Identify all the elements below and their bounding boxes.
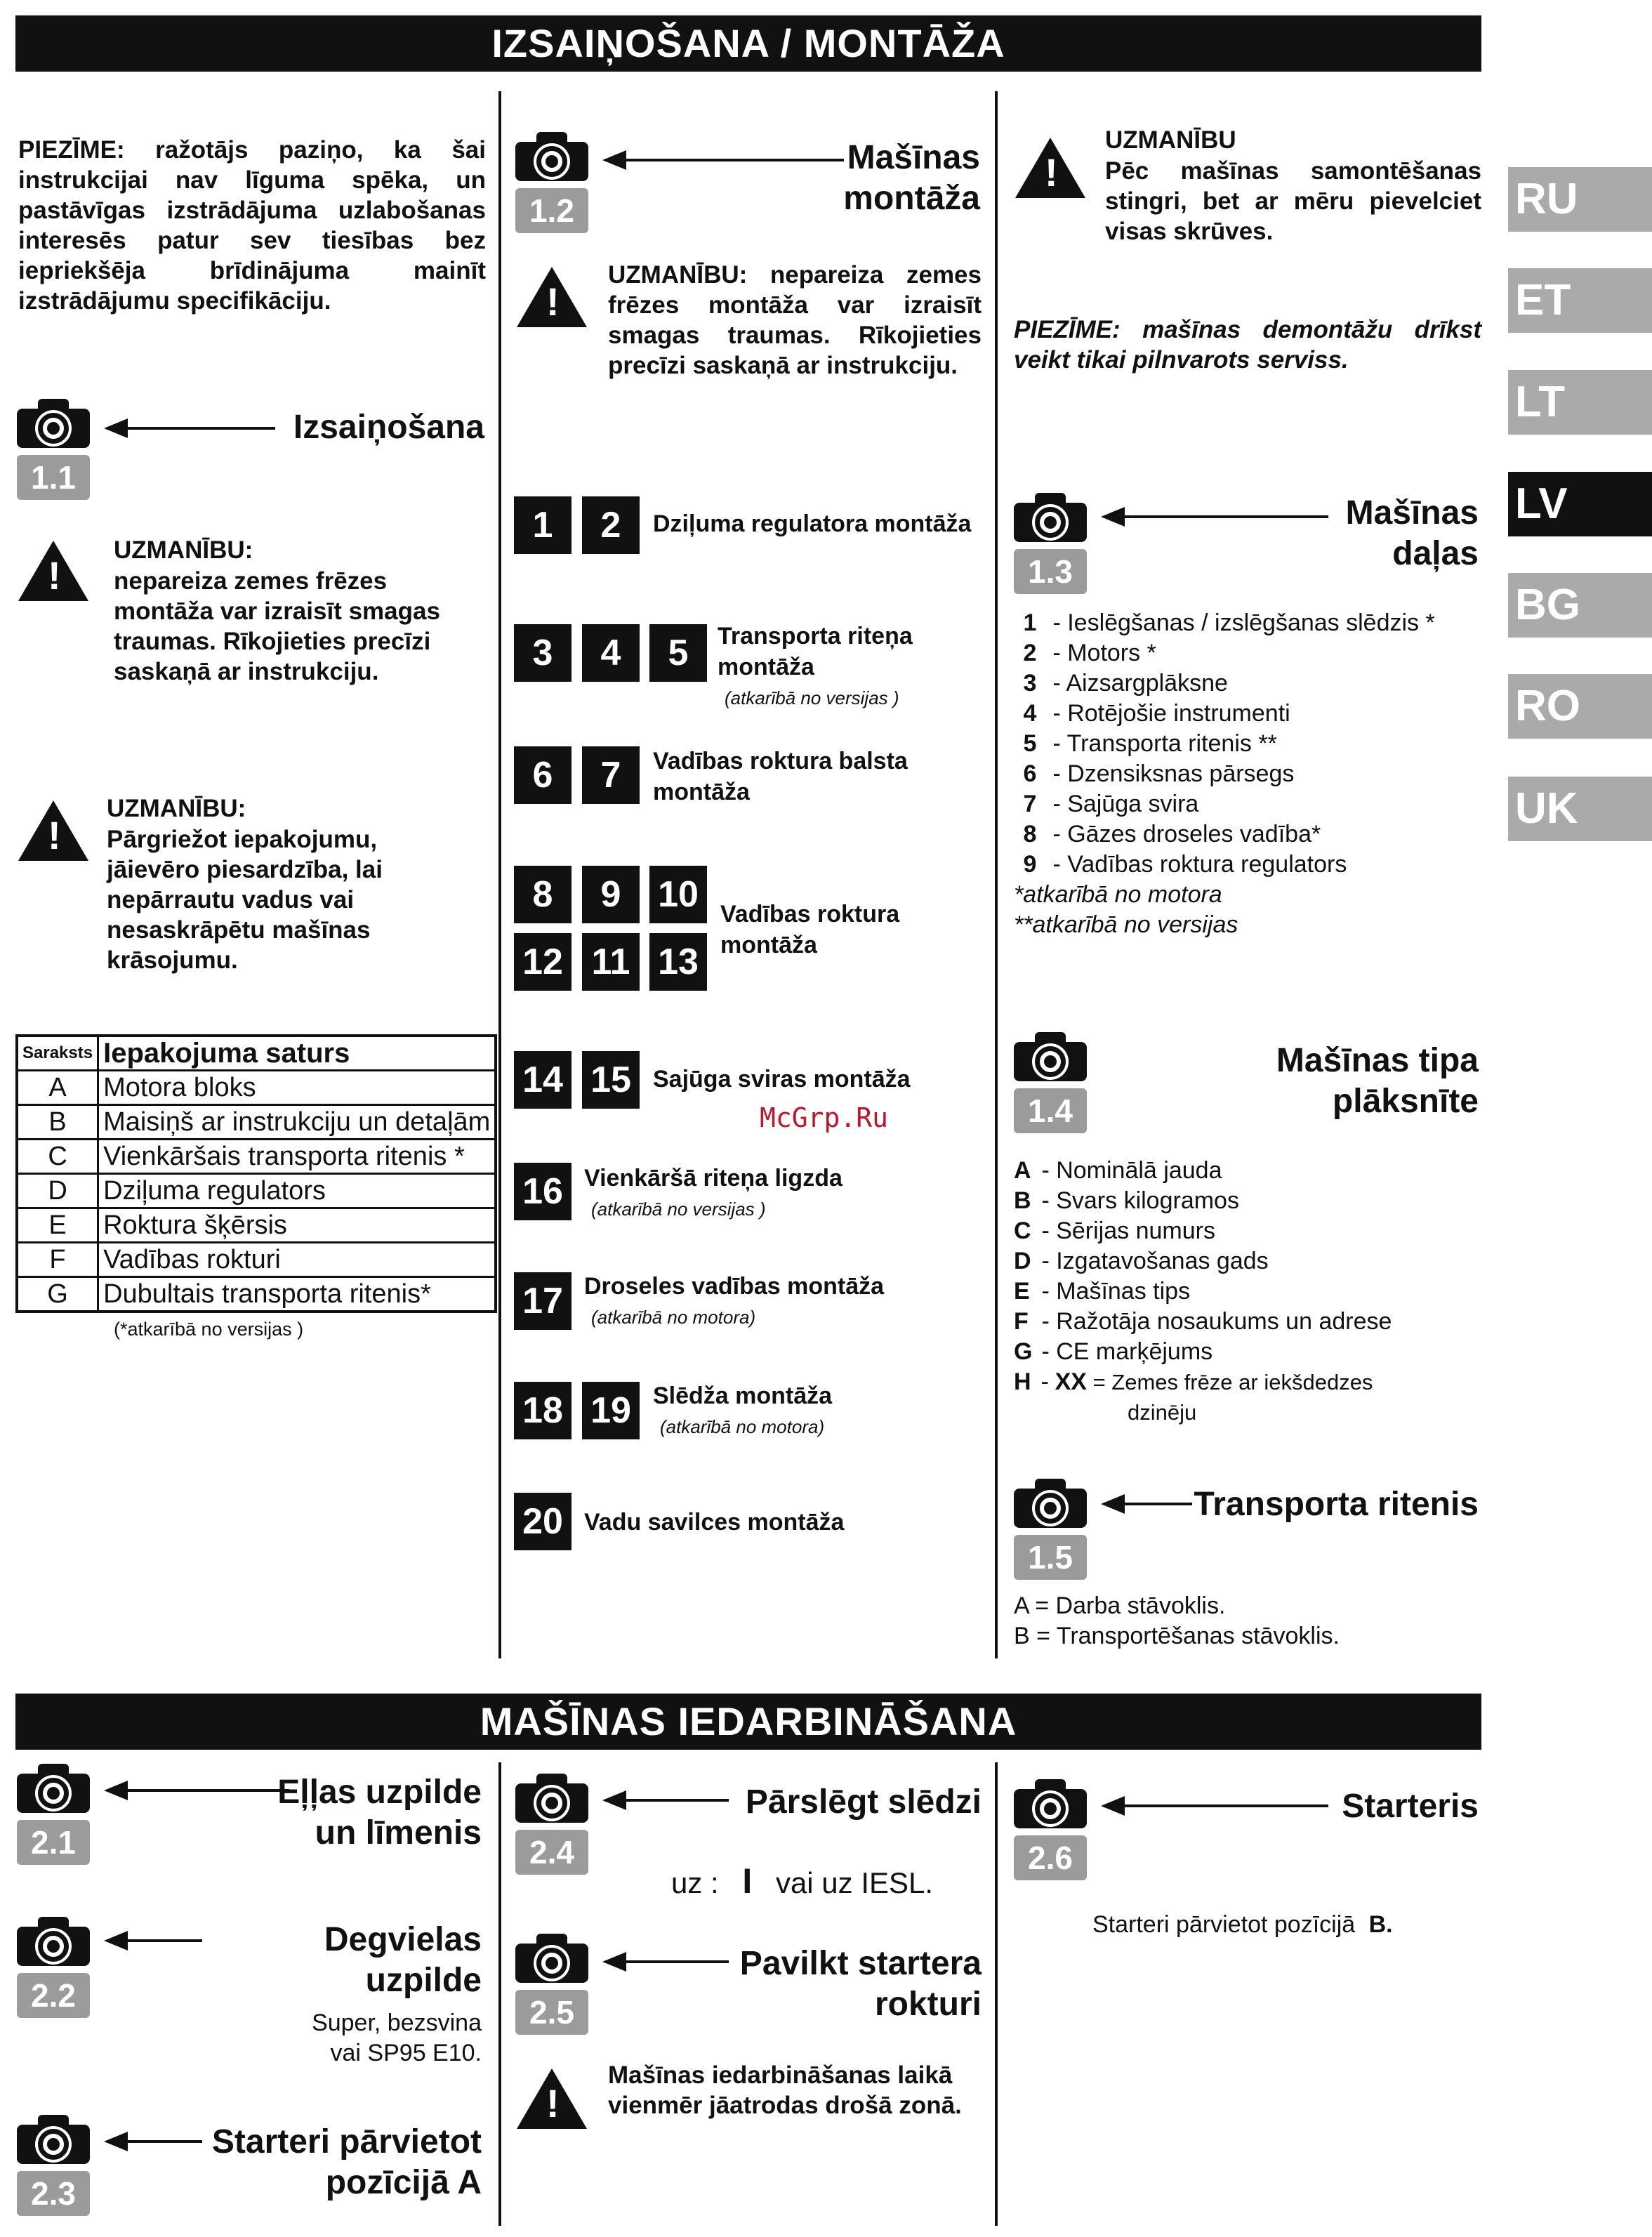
list-text: - Ieslēgšanas / izslēgšanas slēdzis * [1052, 609, 1435, 636]
list-item [1014, 608, 1481, 638]
heading-line: un līmenis [315, 1814, 482, 1852]
parts-footnote: *atkarībā no motora [1014, 881, 1222, 908]
list-text: - Nominālā jauda [1041, 1157, 1222, 1184]
list-text: - Dzensiksnas pārsegs [1052, 760, 1295, 787]
lang-tab-ru[interactable]: RU [1508, 167, 1652, 232]
figure-number: 1.5 [1014, 1535, 1087, 1580]
list-key: E [1014, 1278, 1030, 1305]
table-row [17, 1105, 496, 1140]
table-header-cell: Saraksts [17, 1036, 98, 1071]
list-key: D [1014, 1248, 1031, 1274]
list-key: A [1014, 1157, 1031, 1184]
lang-tab-lv[interactable]: LV [1508, 472, 1652, 536]
step-title: Sajūga sviras montāža [653, 1066, 911, 1093]
table-cell: Vienkāršais transporta ritenis * [98, 1140, 496, 1174]
service-note: PIEZĪME: mašīnas demontāžu drīkst veikt tikai pilnvarots serviss. [1014, 316, 1481, 374]
list-key: 5 [1023, 730, 1037, 757]
step-number: 18 [514, 1382, 571, 1439]
warning-text: Mašīnas iedarbināšanas laikā vienmēr jāatrodas drošā zonā. [608, 2061, 962, 2119]
table-cell: Motora bloks [98, 1071, 496, 1105]
plate-code: XX [1055, 1368, 1087, 1395]
step-label [584, 1271, 963, 1330]
list-item [1014, 1156, 1481, 1186]
arrow-left-icon [107, 427, 275, 430]
manufacturer-note: PIEZĪME: ražotājs paziņo, ka šai instrukcijai nav līguma spēka, un pastāvīgas izstrādājuma uzlabošanas interesēs patur sev tiesības bez iepriekšēja brīdinājuma mainīt izstrādājumu specifikāciju. [18, 136, 486, 315]
list-key: F [1014, 1308, 1029, 1335]
table-cell: Dubultais transporta ritenis* [98, 1277, 496, 1312]
step-number: 9 [582, 866, 640, 923]
step-number: 3 [514, 624, 571, 682]
list-item [1014, 850, 1481, 880]
step-number: 16 [514, 1163, 571, 1220]
lang-tab-et[interactable]: ET [1508, 268, 1652, 333]
figure-number: 1.1 [17, 455, 90, 500]
warning-text: UZMANĪBU: nepareiza zemes frēzes montāža var izraisīt smagas traumas. Rīkojieties precīzi saskaņā ar instrukciju. [608, 261, 982, 379]
section-heading [1194, 1041, 1479, 1121]
rating-plate-list [1014, 1156, 1481, 1427]
list-item [1014, 819, 1481, 850]
figure-number: 1.2 [515, 188, 588, 233]
step-title: Droseles vadības montāža [584, 1273, 885, 1300]
step-number: 2 [582, 496, 640, 554]
section-banner-starting: MAŠĪNAS IEDARBINĀŠANA [15, 1694, 1481, 1750]
step-label [584, 1507, 949, 1538]
list-item [1014, 638, 1481, 668]
list-text: - [1040, 1368, 1049, 1395]
step-title: Dziļuma regulatora montāža [653, 510, 972, 537]
step-number: 14 [514, 1051, 571, 1109]
list-key: 8 [1023, 821, 1037, 847]
list-item [1014, 668, 1481, 699]
table-row [17, 1071, 496, 1105]
figure-number: 2.6 [1014, 1835, 1087, 1880]
watermark: McGrp.Ru [760, 1102, 889, 1133]
table-cell: D [17, 1174, 98, 1208]
list-key: H [1014, 1368, 1031, 1395]
figure-number: 1.4 [1014, 1088, 1087, 1133]
figure-number: 1.3 [1014, 549, 1087, 594]
list-key: 3 [1023, 670, 1037, 697]
package-contents-table [15, 1034, 497, 1313]
step-number: 15 [582, 1051, 640, 1109]
list-text: - Gāzes droseles vadība* [1052, 821, 1321, 847]
list-key: 6 [1023, 760, 1037, 787]
warning-text: Pārgriežot iepakojumu, jāievēro piesardzība, lai nepārrautu vadus vai nesaskrāpētu mašīnas krāsojumu. [107, 826, 383, 974]
starter-instruction [1092, 1910, 1486, 1940]
starter-text: Starteri pārvietot pozīcijā [1092, 1911, 1356, 1938]
starter-position: B. [1368, 1911, 1393, 1938]
warning-title: UZMANĪBU [1105, 126, 1236, 154]
table-row [17, 1208, 496, 1243]
step-number: 5 [649, 624, 707, 682]
list-key: G [1014, 1338, 1033, 1365]
table-cell: Maisiņš ar instrukciju un detaļām [98, 1105, 496, 1140]
step-number: 13 [649, 933, 707, 991]
warning-icon: ! [18, 800, 88, 861]
heading-line: daļas [1392, 534, 1479, 572]
list-item [1014, 1276, 1481, 1307]
step-label [584, 1163, 949, 1222]
column-divider [498, 91, 501, 1658]
parts-list [1014, 608, 1481, 940]
list-key: 9 [1023, 851, 1037, 878]
step-number: 1 [514, 496, 571, 554]
warning-icon: ! [18, 541, 88, 601]
list-text: - Transporta ritenis ** [1052, 730, 1277, 757]
section-heading: Izsaiņošana [293, 409, 484, 446]
switch-text: vai uz IESL. [775, 1866, 934, 1899]
section-heading [232, 1772, 482, 1853]
list-text: - Sērijas numurs [1041, 1218, 1215, 1244]
step-label [720, 899, 931, 961]
list-item [1014, 1397, 1481, 1427]
switch-instruction [671, 1861, 933, 1901]
step-number: 8 [514, 866, 571, 923]
lang-tab-lt[interactable]: LT [1508, 370, 1652, 435]
heading-line: Mašīnas [847, 139, 980, 176]
list-item [1014, 1186, 1481, 1216]
step-number: 4 [582, 624, 640, 682]
list-text: - Svars kilogramos [1041, 1187, 1239, 1214]
step-number: 7 [582, 746, 640, 804]
heading-line: pozīcijā A [325, 2163, 482, 2201]
heading-line: rokturi [874, 1985, 982, 2023]
list-item [1014, 1367, 1481, 1397]
arrow-left-icon [1104, 1804, 1328, 1807]
step-number: 20 [514, 1493, 571, 1550]
figure-number: 2.2 [17, 1973, 90, 2018]
table-cell: E [17, 1208, 98, 1243]
step-title: Vienkāršā riteņa ligzda [584, 1165, 842, 1192]
step-note: (atkarībā no versijas ) [725, 687, 899, 709]
section-heading: Degvielas uzpilde [324, 1921, 482, 1999]
table-cell: C [17, 1140, 98, 1174]
fuel-line: Super, bezsvina [312, 2010, 482, 2036]
figure-number: 2.5 [515, 1990, 588, 2035]
step-number: 11 [582, 933, 640, 991]
switch-text: uz : [671, 1866, 719, 1899]
column-divider [995, 1762, 998, 2226]
lang-tab-uk[interactable]: UK [1508, 777, 1652, 841]
step-note: (atkarībā no motora) [660, 1416, 825, 1438]
arrow-left-icon [107, 1939, 202, 1942]
list-text: - Ražotāja nosaukums un adrese [1041, 1308, 1392, 1335]
section-heading: Pārslēgt slēdzi [745, 1783, 982, 1821]
section-heading: Transporta ritenis [1194, 1486, 1479, 1523]
list-key: 1 [1023, 609, 1037, 636]
wheel-position-b: B = Transportēšanas stāvoklis. [1014, 1623, 1340, 1649]
step-number: 12 [514, 933, 571, 991]
list-item [1014, 1337, 1481, 1367]
step-number: 10 [649, 866, 707, 923]
heading-line: plāksnīte [1332, 1082, 1479, 1120]
section-heading: Starteris [1342, 1788, 1479, 1825]
list-key: 4 [1023, 700, 1037, 727]
table-row [17, 1174, 496, 1208]
table-row [17, 1243, 496, 1277]
table-cell: A [17, 1071, 98, 1105]
table-cell: G [17, 1277, 98, 1312]
heading-line: Mašīnas tipa [1276, 1042, 1479, 1079]
arrow-left-icon [1104, 1503, 1192, 1505]
table-header-row [17, 1036, 496, 1071]
step-number: 19 [582, 1382, 640, 1439]
step-title: Vadības roktura balsta montāža [653, 748, 908, 806]
fuel-type [211, 2008, 482, 2068]
list-text: dzinēju [1128, 1400, 1197, 1425]
step-label [653, 1064, 962, 1095]
list-text: = Zemes frēze ar iekšdedzes [1092, 1370, 1373, 1394]
list-item [1014, 1216, 1481, 1246]
heading-line: Pavilkt startera [739, 1945, 982, 1982]
lang-tab-bg[interactable]: BG [1508, 573, 1652, 638]
section-heading [807, 138, 980, 218]
list-item [1014, 1307, 1481, 1337]
section-heading [1278, 493, 1479, 574]
table-cell: Vadības rokturi [98, 1243, 496, 1277]
table-footnote: (*atkarībā no versijas ) [114, 1319, 304, 1340]
list-text: - Aizsargplāksne [1052, 670, 1228, 697]
figure-number: 2.1 [17, 1820, 90, 1865]
step-note: (atkarībā no motora) [591, 1307, 756, 1328]
warning-icon: ! [517, 2068, 587, 2129]
heading-line: Mašīnas [1345, 494, 1479, 532]
table-header-cell: Iepakojuma saturs [98, 1036, 496, 1071]
wheel-position-a: A = Darba stāvoklis. [1014, 1592, 1226, 1619]
list-key: C [1014, 1218, 1031, 1244]
list-key: 2 [1023, 640, 1037, 666]
fuel-line: vai SP95 E10. [330, 2040, 482, 2066]
switch-on-symbol: I [742, 1861, 753, 1901]
step-title: Vadu savilces montāža [584, 1509, 845, 1536]
warning-title: UZMANĪBU: [114, 536, 253, 564]
list-key: 7 [1023, 791, 1037, 817]
section-heading [702, 1944, 982, 2024]
step-number: 17 [514, 1272, 571, 1330]
step-number: 6 [514, 746, 571, 804]
table-cell: B [17, 1105, 98, 1140]
arrow-left-icon [605, 1799, 729, 1802]
section-heading [197, 2122, 482, 2203]
list-text: - Vadības roktura regulators [1052, 851, 1347, 878]
table-row [17, 1277, 496, 1312]
step-label [653, 508, 983, 539]
list-text: - Izgatavošanas gads [1041, 1248, 1269, 1274]
step-label [653, 1380, 962, 1439]
figure-number: 2.4 [515, 1830, 588, 1875]
figure-number: 2.3 [17, 2171, 90, 2216]
heading-line: montāža [843, 179, 980, 217]
list-text: - Rotējošie instrumenti [1052, 700, 1290, 727]
list-item [1014, 729, 1481, 759]
list-text: - CE marķējums [1041, 1338, 1213, 1365]
table-cell: F [17, 1243, 98, 1277]
column-divider [995, 91, 998, 1658]
list-item [1014, 759, 1481, 789]
step-label [653, 746, 934, 807]
list-text: - Sajūga svira [1052, 791, 1199, 817]
table-cell: Roktura šķērsis [98, 1208, 496, 1243]
step-title: Vadības roktura montāža [720, 901, 900, 959]
parts-footnote: **atkarībā no versijas [1014, 911, 1238, 938]
list-item [1014, 699, 1481, 729]
warning-text: Pēc mašīnas samontēšanas stingri, bet ar mēru pievelciet visas skrūves. [1105, 157, 1481, 245]
list-text: - Mašīnas tips [1041, 1278, 1191, 1305]
step-note: (atkarībā no versijas ) [591, 1199, 766, 1220]
column-divider [498, 1762, 501, 2226]
table-row [17, 1140, 496, 1174]
step-label [718, 621, 942, 711]
heading-line: Eļļas uzpilde [277, 1774, 482, 1811]
list-item [1014, 789, 1481, 819]
table-cell: Dziļuma regulators [98, 1174, 496, 1208]
step-title: Transporta riteņa montāža [718, 623, 913, 681]
warning-text: nepareiza zemes frēzes montāža var izraisīt smagas traumas. Rīkojieties precīzi saskaņā ar instrukciju. [114, 567, 440, 685]
warning-icon: ! [517, 267, 587, 327]
list-item [1014, 1246, 1481, 1276]
step-title: Slēdža montāža [653, 1383, 833, 1409]
list-text: - Motors * [1052, 640, 1156, 666]
section-banner-unpacking: IZSAIŅOŠANA / MONTĀŽA [15, 15, 1481, 72]
lang-tab-ro[interactable]: RO [1508, 674, 1652, 739]
arrow-left-icon [107, 2140, 202, 2143]
heading-line: Starteri pārvietot [211, 2123, 482, 2160]
list-key: B [1014, 1187, 1031, 1214]
warning-title: UZMANĪBU: [107, 795, 246, 822]
warning-icon: ! [1015, 138, 1085, 198]
